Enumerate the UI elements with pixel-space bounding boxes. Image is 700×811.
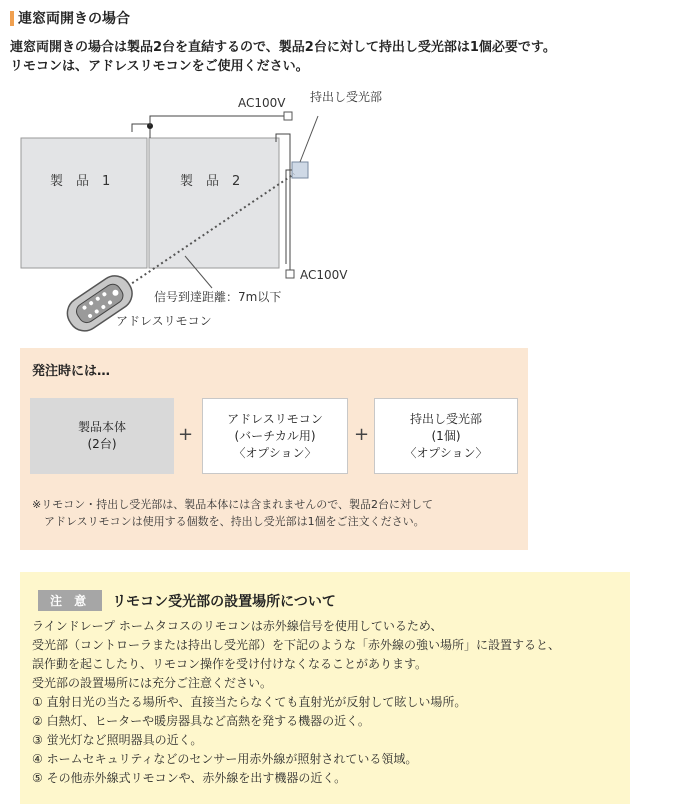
heading-text: 連窓両開きの場合 xyxy=(18,11,130,27)
order-item-receiver-option: 〈オプション〉 xyxy=(404,445,488,460)
section-heading xyxy=(10,8,130,28)
order-item-remote-type: (バーチカル用) xyxy=(234,428,316,443)
caution-header xyxy=(38,590,336,611)
order-info-box xyxy=(20,348,528,550)
caution-line: 受光部（コントローラまたは持出し受光部）を下記のような「赤外線の強い場所」に設置すると、 xyxy=(32,638,561,652)
order-item-product xyxy=(30,398,174,474)
product-1-panel xyxy=(21,138,147,268)
receiver-leader-line xyxy=(300,116,318,162)
order-item-product-name: 製品本体 xyxy=(77,420,126,434)
order-item-receiver xyxy=(374,398,518,474)
product-2-label: 製 品 2 xyxy=(180,174,241,189)
intro-line-2: リモコンは、アドレスリモコンをご使用ください。 xyxy=(10,59,309,74)
caution-body xyxy=(32,617,622,788)
caution-list-item: ⑤ その他赤外線式リモコンや、赤外線を出す機器の近く。 xyxy=(32,771,347,785)
plug-right-icon xyxy=(286,270,294,278)
intro-text xyxy=(10,38,690,76)
caution-badge: 注 意 xyxy=(38,590,102,611)
plus-sign-2: + xyxy=(354,424,370,445)
receiver-unit-icon xyxy=(292,162,308,178)
caution-list-item: ② 白熱灯、ヒーターや暖房器具など高熱を発する機器の近く。 xyxy=(32,714,370,728)
order-note xyxy=(32,496,522,530)
order-item-remote xyxy=(202,398,348,474)
intro-line-1: 連窓両開きの場合は製品2台を直結するので、製品2台に対して持出し受光部は1個必要です。 xyxy=(10,40,556,55)
caution-line: 受光部の設置場所には充分ご注意ください。 xyxy=(32,676,273,690)
caution-list-item: ③ 蛍光灯など照明器具の近く。 xyxy=(32,733,203,747)
heading-marker xyxy=(10,11,14,26)
caution-box xyxy=(20,572,630,804)
ac-top-label: AC100V xyxy=(238,96,286,110)
receiver-wire xyxy=(286,170,292,264)
order-item-receiver-qty: (1個) xyxy=(431,428,461,443)
product-2-panel xyxy=(149,138,279,268)
remote-label: アドレスリモコン xyxy=(116,314,212,328)
plug-top-icon xyxy=(284,112,292,120)
order-note-line-1: ※リモコン・持出し受光部は、製品本体には含まれませんので、製品2台に対して xyxy=(32,498,433,511)
signal-distance-label: 信号到達距離：7m以下 xyxy=(154,290,282,304)
receiver-label: 持出し受光部 xyxy=(310,90,383,104)
caution-list-item: ④ ホームセキュリティなどのセンサー用赤外線が照射されている領域。 xyxy=(32,752,418,766)
top-wire xyxy=(150,116,284,126)
installation-diagram xyxy=(0,82,420,340)
caution-list-item: ① 直射日光の当たる場所や、直接当たらなくても直射光が反射して眩しい場所。 xyxy=(32,695,467,709)
caution-line: 誤作動を起こしたり、リモコン操作を受け付けなくなることがあります。 xyxy=(32,657,428,671)
order-item-remote-option: 〈オプション〉 xyxy=(233,445,317,460)
caution-title: リモコン受光部の設置場所について xyxy=(112,593,336,610)
order-item-remote-name: アドレスリモコン xyxy=(227,411,323,426)
product-1-label: 製 品 1 xyxy=(50,174,111,189)
order-item-product-qty: (2台) xyxy=(87,437,117,451)
plus-sign-1: + xyxy=(178,424,194,445)
order-item-receiver-name: 持出し受光部 xyxy=(409,411,482,426)
order-note-line-2: アドレスリモコンは使用する個数を、持出し受光部は1個をご注文ください。 xyxy=(44,515,425,528)
order-title: 発注時には… xyxy=(32,364,111,379)
caution-line: ラインドレープ ホームタコスのリモコンは赤外線信号を使用しているため、 xyxy=(32,619,443,633)
ac-right-label: AC100V xyxy=(300,268,348,282)
